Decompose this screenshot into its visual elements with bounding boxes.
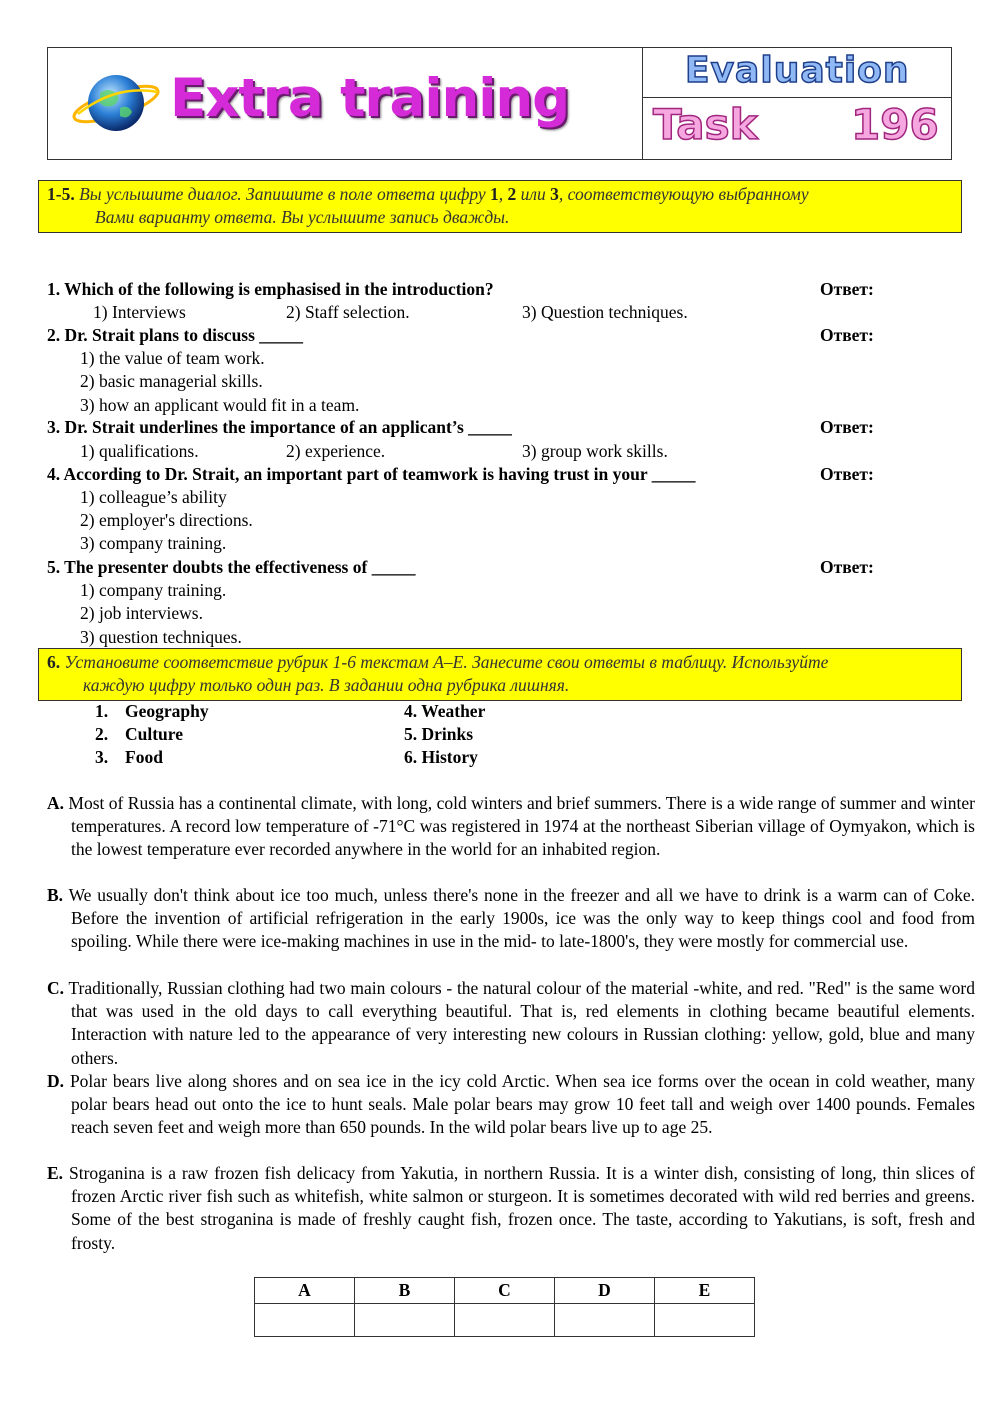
text-label: A. — [47, 793, 65, 813]
instruction-line-2: каждую цифру только один раз. В задании одна рубрика лишняя. — [83, 675, 570, 695]
text-d — [47, 1070, 975, 1140]
q1-option-2: 2) Staff selection. — [286, 302, 410, 322]
q1-option-3: 3) Question techniques. — [522, 302, 688, 322]
rubric-text: Geography — [125, 701, 209, 721]
answer-cell-e[interactable] — [655, 1304, 755, 1337]
rubric-number: 3. — [95, 747, 109, 767]
rubric-number: 5. — [404, 724, 418, 744]
task-label: Task — [653, 100, 758, 149]
question-5: 5. The presenter doubts the effectiveness of _____ — [47, 557, 416, 577]
header-cell-e: E — [655, 1278, 755, 1304]
rubric-number: 1. — [95, 701, 109, 721]
instruction-box-1-5 — [38, 180, 962, 233]
rubric-number: 4. — [404, 701, 418, 721]
text-body: Most of Russia has a continental climate, with long, cold winters and brief summers. There is a wide range of summer and winter temperatures. A record low temperature of -71°C was registered in 1974 at the northeast Siberian village of Oymyakon, which is the lowest temperature ever recorded anywhere in the world for an inhabited region. — [68, 793, 975, 860]
task-number: 196 — [851, 100, 939, 149]
answer-cell-d[interactable] — [555, 1304, 655, 1337]
text-b — [47, 884, 975, 954]
question-2: 2. Dr. Strait plans to discuss _____ — [47, 325, 304, 345]
instruction-number: 1-5. — [47, 184, 75, 204]
header-cell-d: D — [555, 1278, 655, 1304]
q4-option-1: 1) colleague’s ability — [80, 487, 227, 507]
text-body: Traditionally, Russian clothing had two main colours - the natural colour of the material -white, and red. "Red" is the same word that was used in the old days to call everything beautiful. That is, red elements in clothing became beautiful elements. Interaction with nature led to the appearance of very interesting new colours in Russian clothing: yellow, gold, blue and many others. — [68, 978, 975, 1068]
rubric-number: 2. — [95, 724, 109, 744]
rubric-text: Weather — [421, 701, 486, 721]
rubric-3 — [95, 746, 163, 769]
answer-cell-b[interactable] — [355, 1304, 455, 1337]
q3-option-1: 1) qualifications. — [80, 441, 199, 461]
text-body: We usually don't think about ice too much, unless there's none in the freezer and all we have to drink is a warm can of Coke. Before the invention of artificial refrigeration in the early 1900s, ice was the only way to keep things cool and food from spoiling. While there were ice-making machines in use in the mid- to late-1800's, they were mostly for commercial use. — [68, 885, 975, 952]
text-a — [47, 792, 975, 862]
text-body: Stroganina is a raw frozen fish delicacy from Yakutia, in northern Russia. It is a winter dish, consisting of long, thin slices of frozen Arctic river fish such as whitefish, white salmon or sturgeon. It is sometimes decorated with wild red berries and greens. Some of the best stroganina is made of freshly caught fish, frozen once. The taste, according to Yakutians, is soft, fresh and frosty. — [68, 1163, 975, 1253]
q1-option-1: 1) Interviews — [93, 302, 186, 322]
digit-2: 2 — [507, 184, 517, 204]
task-cell — [643, 98, 951, 159]
rubric-1 — [95, 700, 209, 723]
rubric-4 — [404, 700, 485, 723]
page-title: Extra training — [170, 68, 570, 129]
answer-table-row — [255, 1304, 755, 1337]
answer-label-4: Ответ: — [820, 464, 874, 484]
q4-option-3: 3) company training. — [80, 533, 227, 553]
q2-option-1: 1) the value of team work. — [80, 348, 265, 368]
rubric-5 — [404, 723, 473, 746]
digit-1: 1 — [490, 184, 499, 204]
instruction-line-2: Вами варианту ответа. Вы услышите запись дважды. — [95, 207, 510, 227]
q2-option-3: 3) how an applicant would fit in a team. — [80, 395, 360, 415]
text-label: C. — [47, 978, 65, 998]
answer-table — [254, 1277, 755, 1337]
answer-table-header — [255, 1278, 755, 1304]
question-4: 4. According to Dr. Strait, an important part of teamwork is having trust in your _____ — [47, 464, 696, 484]
rubric-2 — [95, 723, 183, 746]
answer-label-3: Ответ: — [820, 417, 874, 437]
q5-option-1: 1) company training. — [80, 580, 227, 600]
answer-label-5: Ответ: — [820, 557, 874, 577]
header-cell-b: B — [355, 1278, 455, 1304]
question-3: 3. Dr. Strait underlines the importance of an applicant’s _____ — [47, 417, 512, 437]
evaluation-label: Evaluation — [685, 50, 910, 91]
rubric-text: Drinks — [421, 724, 474, 744]
instruction-text: Вы услышите диалог. Запишите в поле ответа цифру — [79, 184, 491, 204]
text-label: E. — [47, 1163, 64, 1183]
rubric-6 — [404, 746, 478, 769]
instruction-text: , соответствующую выбранному — [558, 184, 809, 204]
rubric-text: History — [421, 747, 478, 767]
header-cell-a: A — [255, 1278, 355, 1304]
q2-option-2: 2) basic managerial skills. — [80, 371, 263, 391]
answer-label-2: Ответ: — [820, 325, 874, 345]
text-e — [47, 1162, 975, 1255]
rubric-text: Culture — [125, 724, 184, 744]
q3-option-3: 3) group work skills. — [522, 441, 668, 461]
header-box — [47, 47, 952, 160]
q3-option-2: 2) experience. — [286, 441, 386, 461]
instruction-number: 6. — [47, 652, 61, 672]
instruction-text: Установите соответствие рубрик 1-6 текстам А–Е. Занесите свои ответы в таблицу. Используйте — [60, 652, 829, 672]
text-label: B. — [47, 885, 64, 905]
question-1: 1. Which of the following is emphasised in the introduction? — [47, 279, 494, 299]
instruction-text: или — [516, 184, 551, 204]
answer-label-1: Ответ: — [820, 279, 874, 299]
globe-icon — [70, 68, 162, 138]
header-title-cell — [48, 48, 643, 159]
header-cell-c: C — [455, 1278, 555, 1304]
text-c — [47, 977, 975, 1070]
rubric-number: 6. — [404, 747, 418, 767]
evaluation-cell — [643, 48, 951, 98]
text-label: D. — [47, 1071, 65, 1091]
q5-option-3: 3) question techniques. — [80, 627, 242, 647]
digit-3: 3 — [550, 184, 559, 204]
q5-option-2: 2) job interviews. — [80, 603, 203, 623]
rubric-text: Food — [125, 747, 163, 767]
answer-cell-a[interactable] — [255, 1304, 355, 1337]
answer-cell-c[interactable] — [455, 1304, 555, 1337]
separator: , — [498, 184, 508, 204]
q4-option-2: 2) employer's directions. — [80, 510, 253, 530]
text-body: Polar bears live along shores and on sea ice in the icy cold Arctic. When sea ice forms over the ocean in cold weather, many polar bears head out onto the ice to hunt seals. Male polar bears may grow 10 feet tall and weigh over 1400 pounds. Females reach seven feet and weigh more than 650 pounds. In the wild polar bears live up to age 25. — [69, 1071, 975, 1138]
instruction-box-6 — [38, 648, 962, 701]
